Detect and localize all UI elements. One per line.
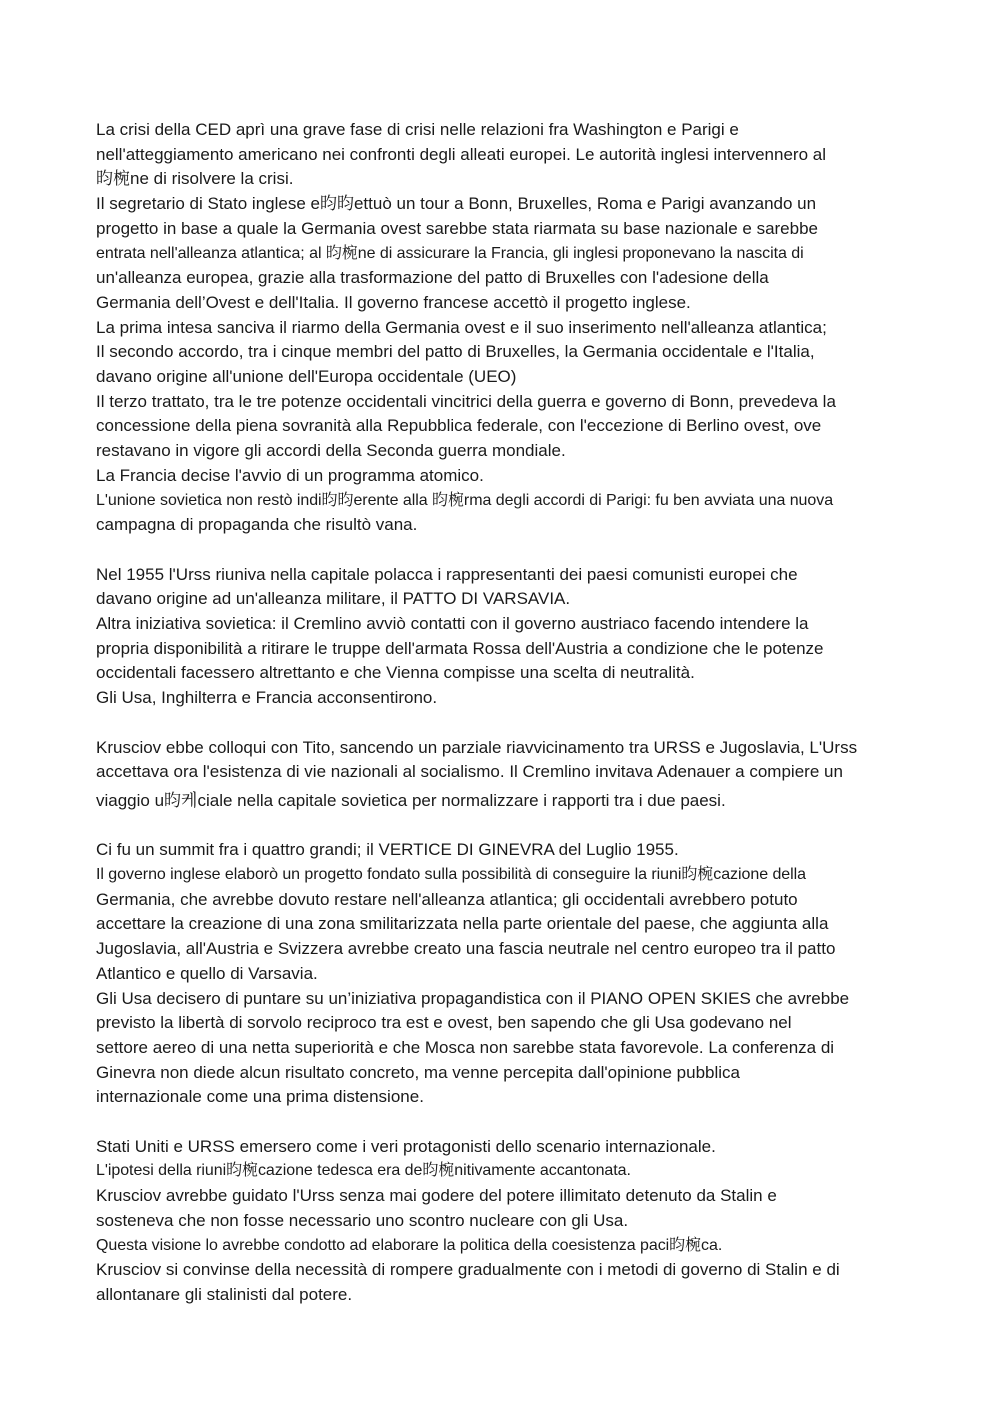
paragraph-geneva-summit — [96, 838, 908, 1110]
text-line: Altra iniziativa sovietica: il Cremlino avviò contatti con il governo austriaco facendo intendere la — [96, 614, 809, 634]
text-line: Krusciov ebbe colloqui con Tito, sancendo un parziale riavvicinamento tra URSS e Jugoslavia, L'Urss — [96, 737, 858, 757]
text-line: La prima intesa sanciva il riarmo della Germania ovest e il suo inserimento nell'alleanza atlantica; — [96, 317, 827, 337]
text-line: restavano in vigore gli accordi della Seconda guerra mondiale. — [96, 441, 566, 461]
text-line: Germania dell’Ovest e dell'Italia. Il governo francese accettò il progetto inglese. — [96, 292, 691, 312]
text-line: sosteneva che non fosse necessario uno scontro nucleare con gli Usa. — [96, 1210, 629, 1230]
text-line: Il segretario di Stato inglese e昀昀ettuò un tour a Bonn, Bruxelles, Roma e Parigi avanzando un — [96, 194, 817, 214]
text-line: La crisi della CED aprì una grave fase di crisi nelle relazioni fra Washington e Parigi e — [96, 120, 739, 139]
text-line: viaggio u昀케ciale nella capitale sovietica per normalizzare i rapporti tra i due paesi. — [96, 790, 726, 810]
text-line: concessione della piena sovranità alla Repubblica federale, con l'eccezione di Berlino ovest, ove — [96, 416, 822, 436]
text-line: Germania, che avrebbe dovuto restare nell'alleanza atlantica; gli occidentali avrebbero potuto — [96, 889, 798, 909]
text-line: Krusciov si convinse della necessità di rompere gradualmente con i metodi di governo di Stalin e di — [96, 1260, 840, 1280]
text-line: Gli Usa decisero di puntare su un’iniziativa propagandistica con il PIANO OPEN SKIES che avrebbe — [96, 988, 850, 1008]
text-line: nell'atteggiamento americano nei confronti degli alleati europei. Le autorità inglesi intervennero al — [96, 144, 826, 164]
text-line: L'unione sovietica non restò indi昀昀erente alla 昀椀rma degli accordi di Parigi: fu ben avviata una nuova — [96, 491, 834, 509]
text-line: Ci fu un summit fra i quattro grandi; il VERTICE DI GINEVRA del Luglio 1955. — [96, 840, 679, 860]
text-line: campagna di propaganda che risultò vana. — [96, 515, 418, 535]
text-line: accettava ora l'esistenza di vie nazionali al socialismo. Il Cremlino invitava Adenauer a compiere un — [96, 762, 843, 782]
text-line: Ginevra non diede alcun risultato concreto, ma venne percepita dall'opinione pubblica — [96, 1062, 740, 1082]
document-page — [96, 118, 908, 1308]
text-line: accettare la creazione di una zona smilitarizzata nella parte orientale del paese, che aggiunta alla — [96, 914, 829, 934]
text-line: davano origine all'unione dell'Europa occidentale (UEO) — [96, 367, 517, 387]
text-line: entrata nell'alleanza atlantica; al 昀椀ne di assicurare la Francia, gli inglesi proponevano la nascita di — [96, 244, 804, 262]
text-line: previsto la libertà di sorvolo reciproco tra est e ovest, ben sapendo che gli Usa godevano nel — [96, 1013, 792, 1033]
text-line: occidentali facessero altrettanto e che Vienna compisse una scelta di neutralità. — [96, 663, 695, 683]
text-line: Jugoslavia, all'Austria e Svizzera avrebbe creato una fascia neutrale nel centro europeo tra il patto — [96, 939, 836, 959]
paragraph-warsaw-pact — [96, 563, 908, 711]
text-line: Il terzo trattato, tra le tre potenze occidentali vincitrici della guerra e governo di Bonn, prevedeva la — [96, 391, 836, 411]
text-line: allontanare gli stalinisti dal potere. — [96, 1284, 353, 1304]
text-line: Questa visione lo avrebbe condotto ad elaborare la politica della coesistenza paci昀椀ca. — [96, 1236, 723, 1254]
text-line: propria disponibilità a ritirare le truppe dell'armata Rossa dell'Austria a condizione che le potenze — [96, 638, 824, 658]
text-line: un'alleanza europea, grazie alla trasformazione del patto di Bruxelles con l'adesione della — [96, 268, 769, 288]
paragraph-ced-crisis — [96, 118, 908, 538]
text-line: Krusciov avrebbe guidato l'Urss senza mai godere del potere illimitato detenuto da Stalin e — [96, 1186, 777, 1206]
text-line: Il secondo accordo, tra i cinque membri del patto di Bruxelles, la Germania occidentale e l'Italia, — [96, 342, 815, 362]
text-line: Atlantico e quello di Varsavia. — [96, 963, 318, 983]
text-line: Il governo inglese elaborò un progetto fondato sulla possibilità di conseguire la riuni昀椀cazione della — [96, 866, 807, 884]
text-line: davano origine ad un'alleanza militare, il PATTO DI VARSAVIA. — [96, 589, 571, 609]
text-line: L'ipotesi della riuni昀椀cazione tedesca era de昀椀nitivamente accantonata. — [96, 1162, 631, 1180]
paragraph-krusciov-tito — [96, 736, 908, 814]
text-line: La Francia decise l'avvio di un programma atomico. — [96, 465, 484, 485]
paragraph-superpowers — [96, 1135, 908, 1308]
text-line: progetto in base a quale la Germania ovest sarebbe stata riarmata su base nazionale e sarebbe — [96, 218, 819, 238]
text-line: Nel 1955 l'Urss riuniva nella capitale polacca i rappresentanti dei paesi comunisti europei che — [96, 564, 798, 584]
text-line: Stati Uniti e URSS emersero come i veri protagonisti dello scenario internazionale. — [96, 1136, 716, 1156]
text-line: 昀椀ne di risolvere la crisi. — [96, 169, 294, 189]
text-line: Gli Usa, Inghilterra e Francia acconsentirono. — [96, 688, 438, 708]
text-line: internazionale come una prima distensione. — [96, 1087, 424, 1107]
text-line: settore aereo di una netta superiorità e che Mosca non sarebbe stata favorevole. La conferenza di — [96, 1037, 835, 1057]
